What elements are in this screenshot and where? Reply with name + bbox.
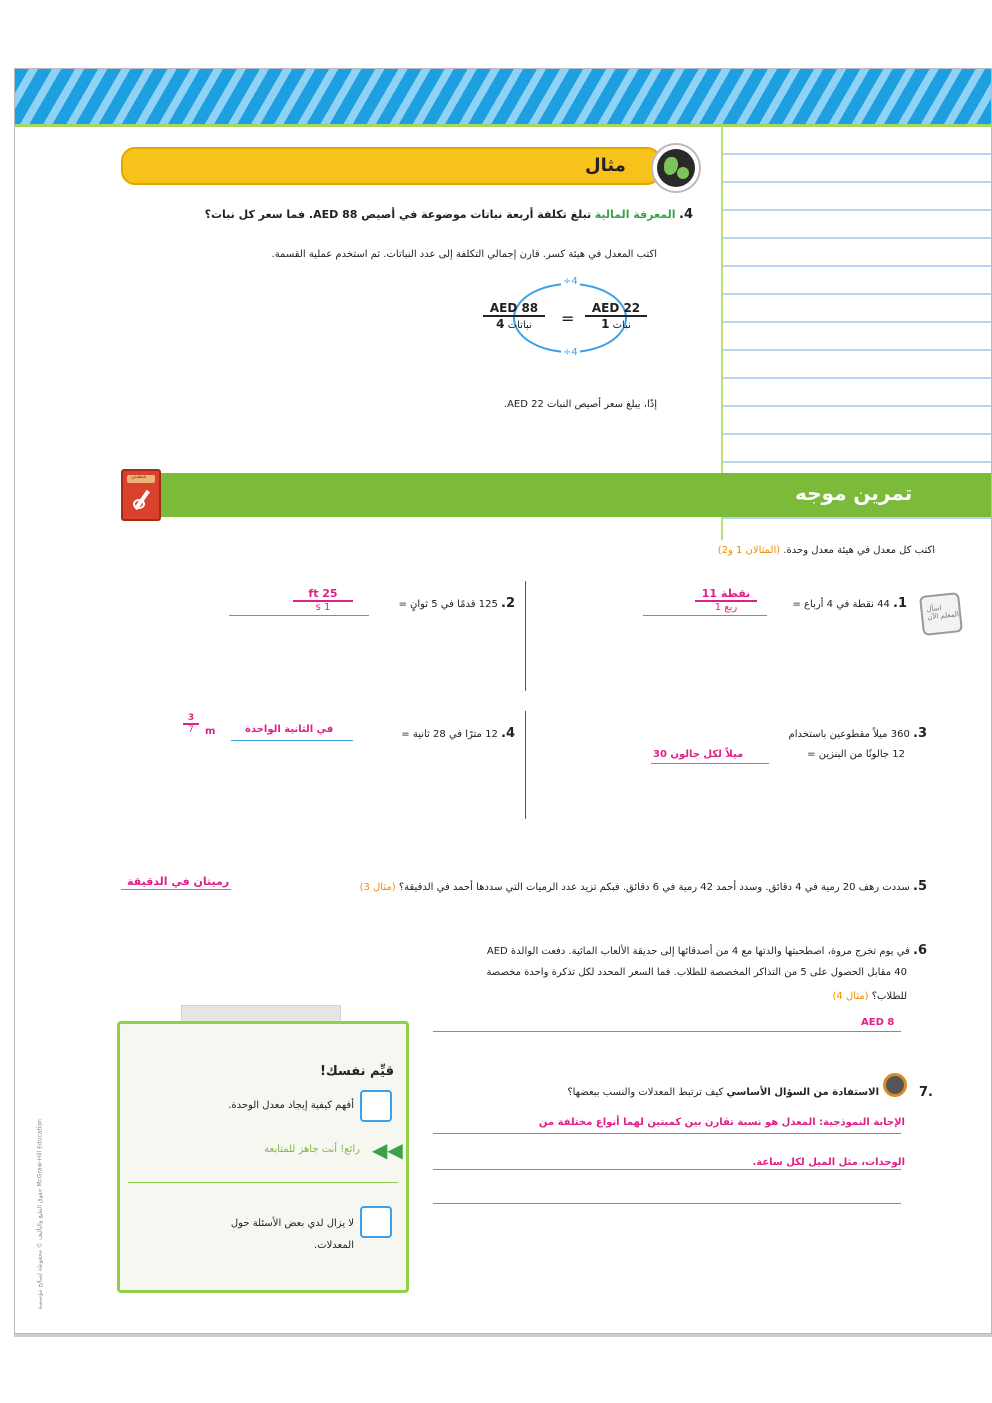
column-divider — [525, 581, 526, 691]
copyright-margin-text: حقوق الطبع والتأليف © محفوظة لصالح مؤسسة McGraw-Hill Education — [36, 1119, 44, 1310]
q4-answer-unit: m — [205, 726, 216, 737]
tool-icon — [121, 469, 161, 521]
question-5: 5. سددت رهف 20 رمية في 4 دقائق. وسدد أحمد 42 رمية في 6 دقائق. فبكم تزيد عدد الرميات التي سددها أحمد في الدقيقة؟ (مثال 3) — [359, 879, 927, 894]
example-q4: 4. المعرفة المالية تبلغ تكلفة أربعة نباتات موضوعة في أصيص AED 88. فما سعر كل نبات؟ — [204, 207, 693, 222]
q1-answer: 11 نقطة 1 ربع — [695, 587, 757, 613]
q4-answer: في الثانية الواحدة — [245, 724, 334, 735]
q7-answer-line-1 — [433, 1133, 901, 1134]
fraction-left-denominator: 4 — [496, 317, 505, 331]
q3-answer: 30 ميلاً لكل جالون — [653, 749, 744, 760]
q2-answer: $\frac{ft 25}{s 1}$ — [293, 587, 353, 613]
q2-answer-line — [229, 615, 369, 616]
checkbox-questions[interactable] — [360, 1206, 392, 1238]
question-6-line2: 40 مقابل الحصول على 5 من التذاكر المخصصة للطلاب. فما السعر المحدد لكل تذكرة واحدة مخصصة — [486, 967, 907, 978]
question-6-line1: 6. في يوم تخرج مروة، اصطحبتها والدتها مع 4 من أصدقائها إلى حديقة الألعاب المائية. دفعت الوالدة AED — [486, 943, 927, 958]
example-header-bar — [121, 147, 661, 185]
q4-answer-line — [231, 740, 353, 741]
double-arrow-icon: ◀◀ — [372, 1138, 403, 1162]
divide-top-label: ÷4 — [563, 276, 578, 287]
fraction-left — [483, 301, 545, 331]
self-check-item3-line1: لا يزال لدي بعض الأسئلة حول — [230, 1218, 354, 1229]
q1-answer-line — [643, 615, 767, 616]
q7-answer-line1: الإجابة النموذجية: المعدل هو نسبة تقارن بين كميتين لهما أنواع مختلفة من — [538, 1117, 905, 1128]
worksheet-page — [14, 68, 992, 1334]
question-6-line3: للطلاب؟ (مثال 4) — [832, 991, 907, 1002]
example-title: مثال — [585, 155, 626, 176]
card-divider — [128, 1182, 398, 1183]
column-divider-2 — [525, 711, 526, 819]
q7-answer-line-2 — [433, 1169, 901, 1170]
fraction-right-denominator: 1 — [601, 317, 610, 331]
fraction-right-numerator: AED 22 — [585, 301, 647, 317]
example-instruction: اكتب المعدل في هيئة كسر. قارن إجمالي التكلفة إلى عدد النباتات. ثم استخدم عملية القسمة. — [271, 249, 657, 260]
fraction-left-unit: نباتات — [507, 320, 532, 331]
self-check-title: قيِّم نفسك! — [319, 1064, 394, 1079]
globe-icon — [651, 143, 701, 193]
ask-teacher-icon: اسأل المعلم الآن — [919, 592, 963, 636]
q3-answer-line — [651, 763, 769, 764]
tool-icon-tag: شطبني — [131, 474, 147, 480]
question-7: الاستفادة من السؤال الأساسي كيف ترتبط المعدلات والنسب ببعضها؟ — [567, 1087, 879, 1098]
fraction-right-unit: نبات — [612, 320, 631, 331]
fraction-right — [585, 301, 647, 331]
self-check-item3-line2: المعدلات. — [314, 1240, 354, 1251]
q7-answer-line-3 — [433, 1203, 901, 1204]
self-check-card — [117, 1021, 409, 1293]
q6-answer-line — [433, 1031, 901, 1032]
guided-practice-title: تمرين موجه — [795, 481, 913, 505]
guided-q3-line2: 12 جالونًا من البنزين = — [807, 749, 905, 760]
q7-answer-line2: الوحدات، مثل الميل لكل ساعة. — [752, 1157, 905, 1168]
example-conclusion: إذًا، يبلغ سعر أصيص النبات AED 22. — [503, 399, 657, 410]
question-7-number: 7. — [919, 1085, 933, 1100]
q4-answer-fraction: $\frac{3}{7}$ — [183, 713, 199, 735]
guided-q1: 1. 44 نقطة في 4 أرباع = — [792, 596, 907, 611]
q6-answer: AED 8 — [861, 1017, 895, 1028]
essential-question-icon — [883, 1073, 907, 1097]
equals-sign: = — [561, 309, 575, 328]
checkbox-understand[interactable] — [360, 1090, 392, 1122]
guided-q3-line1: 3. 360 ميلاً مقطوعين باستخدام — [788, 726, 927, 741]
fraction-left-numerator: AED 88 — [483, 301, 545, 317]
self-check-item1: أفهم كيفية إيجاد معدل الوحدة. — [228, 1100, 354, 1111]
q5-answer-line — [121, 889, 231, 890]
divide-bottom-label: ÷4 — [563, 347, 578, 358]
guided-q4: 4. 12 مترًا في 28 ثانية = — [401, 726, 515, 741]
self-check-item2: رائع! أنت جاهز للمتابعة — [264, 1144, 360, 1155]
guided-instruction: اكتب كل معدل في هيئة معدل وحدة. (المثالان 1 و2) — [717, 545, 935, 556]
page-bottom-edge — [14, 1334, 992, 1337]
guided-q2: 2. 125 قدمًا في 5 ثوانٍ = — [398, 596, 515, 611]
header-banner — [15, 69, 992, 124]
q5-answer: رميتان في الدقيقة — [127, 875, 230, 888]
